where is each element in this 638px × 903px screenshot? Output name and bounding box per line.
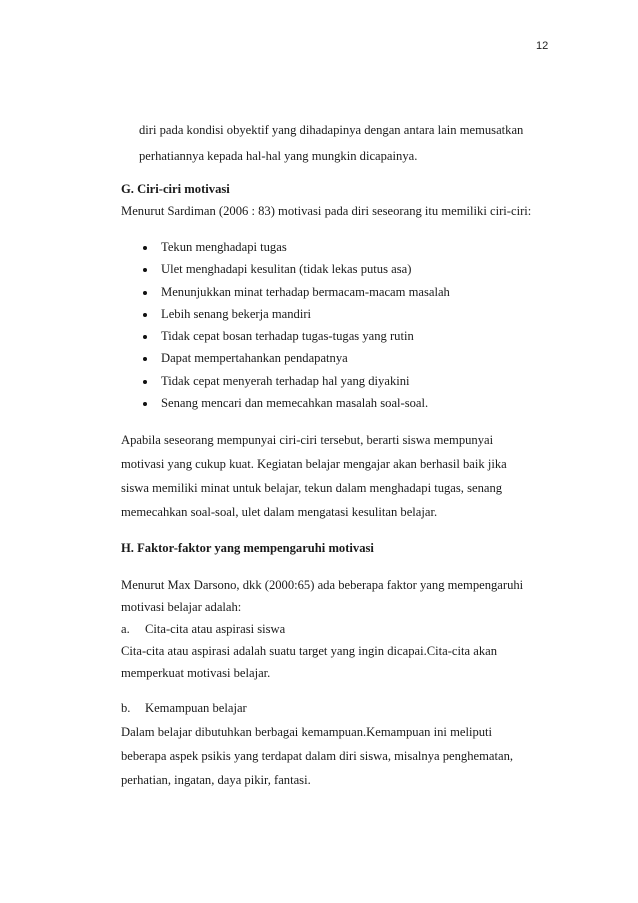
- list-item: Dapat mempertahankan pendapatnya: [161, 351, 348, 365]
- item-b-title: Kemampuan belajar: [145, 701, 247, 715]
- item-a-text-line-2: memperkuat motivasi belajar.: [121, 666, 271, 680]
- section-h-lead-line-2: motivasi belajar adalah:: [121, 600, 242, 614]
- list-item: Senang mencari dan memecahkan masalah soal-soal.: [161, 396, 429, 410]
- section-g-paragraph-line-4: memecahkan soal-soal, ulet dalam mengatasi kesulitan belajar.: [121, 505, 438, 519]
- bullet-icon: [143, 380, 147, 384]
- list-item: Lebih senang bekerja mandiri: [161, 307, 312, 321]
- list-item: Tidak cepat bosan terhadap tugas-tugas yang rutin: [161, 329, 414, 343]
- bullet-icon: [143, 268, 147, 272]
- item-b-text-line-2: beberapa aspek psikis yang terdapat dalam diri siswa, misalnya penghematan,: [121, 749, 514, 763]
- item-b-text-line-1: Dalam belajar dibutuhkan berbagai kemampuan.Kemampuan ini meliputi: [121, 725, 493, 739]
- section-h-lead-line-1: Menurut Max Darsono, dkk (2000:65) ada beberapa faktor yang mempengaruhi: [121, 578, 524, 592]
- section-g-heading: G. Ciri-ciri motivasi: [121, 182, 230, 196]
- list-item: Menunjukkan minat terhadap bermacam-macam masalah: [161, 285, 450, 299]
- bullet-icon: [143, 291, 147, 295]
- item-b-text-line-3: perhatian, ingatan, daya pikir, fantasi.: [121, 773, 311, 787]
- bullet-icon: [143, 357, 147, 361]
- list-item: Tidak cepat menyerah terhadap hal yang diyakini: [161, 374, 410, 388]
- bullet-icon: [143, 246, 147, 250]
- item-a-marker: a.: [121, 622, 130, 636]
- section-g-paragraph-line-2: motivasi yang cukup kuat. Kegiatan belajar mengajar akan berhasil baik jika: [121, 457, 507, 471]
- item-b-marker: b.: [121, 701, 131, 715]
- bullet-icon: [143, 335, 147, 339]
- intro-line-1: diri pada kondisi obyektif yang dihadapinya dengan antara lain memusatkan: [139, 123, 524, 137]
- list-item: Tekun menghadapi tugas: [161, 240, 287, 254]
- list-item: Ulet menghadapi kesulitan (tidak lekas putus asa): [161, 262, 412, 276]
- bullet-icon: [143, 402, 147, 406]
- bullet-icon: [143, 313, 147, 317]
- section-g-paragraph-line-1: Apabila seseorang mempunyai ciri-ciri tersebut, berarti siswa mempunyai: [121, 433, 494, 447]
- section-g-paragraph-line-3: siswa memiliki minat untuk belajar, tekun dalam menghadapi tugas, senang: [121, 481, 503, 495]
- item-a-text-line-1: Cita-cita atau aspirasi adalah suatu target yang ingin dicapai.Cita-cita akan: [121, 644, 498, 658]
- section-g-lead: Menurut Sardiman (2006 : 83) motivasi pada diri seseorang itu memiliki ciri-ciri:: [121, 204, 532, 218]
- intro-line-2: perhatiannya kepada hal-hal yang mungkin dicapainya.: [139, 149, 418, 163]
- item-a-title: Cita-cita atau aspirasi siswa: [145, 622, 286, 636]
- page-number: 12: [536, 40, 549, 52]
- section-h-heading: H. Faktor-faktor yang mempengaruhi motivasi: [121, 541, 374, 555]
